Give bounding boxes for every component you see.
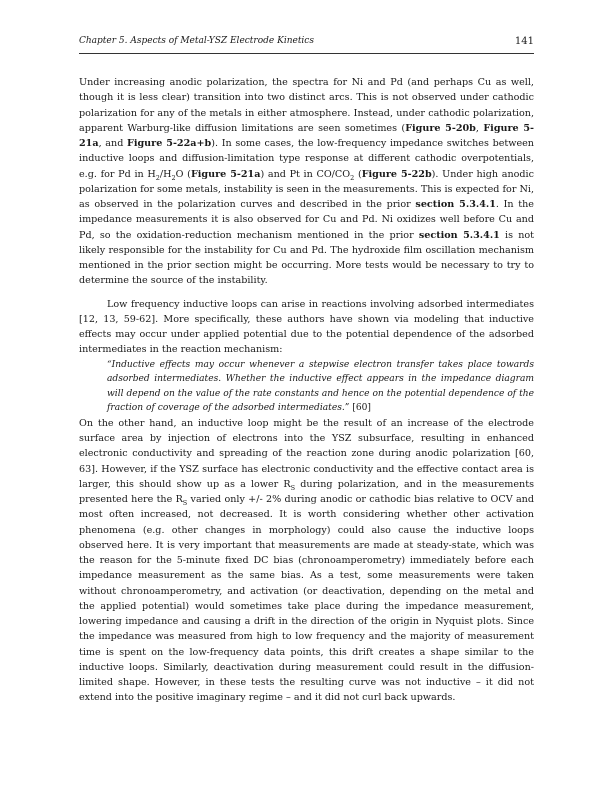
paragraph-3: [79, 416, 534, 706]
text: (: [354, 168, 362, 180]
text: . In the impedance measurements it is also observed for Cu and Pd. Ni oxidizes well before Cu and Pd, so the oxidation-reduction mechanism mentioned in the prior: [79, 199, 534, 241]
subscript: S: [182, 499, 188, 508]
header-divider: [79, 53, 534, 54]
subscript: 2: [350, 173, 355, 182]
paragraph-1: [79, 75, 534, 289]
quote-text: “Inductive effects may occur whenever a stepwise electron transfer takes place towards adsorbed intermediates. Whether the inductive effect appears in the impedance diagram will depend on the value of the rate constants and hence on the potential dependence of the fraction of coverage of the adsorbed intermediates.: [107, 359, 534, 414]
subscript: 2: [155, 173, 160, 182]
text: is not likely responsible for the instability for Cu and Pd. The hydroxide film oscillation mechanism mentioned in the prior section might be occurring. More tests would be necessary to try to determine the source of the instability.: [79, 229, 535, 287]
section-reference: section 5.3.4.1: [415, 199, 496, 210]
section-reference: section 5.3.4.1: [418, 229, 500, 241]
text: ). Under high anodic polarization for some metals, instability is seen in the measurements. This is expected for Ni, as observed in the polarization curves and described in the prior: [79, 168, 534, 210]
chapter-title: Chapter 5. Aspects of Metal-YSZ Electrode Kinetics: [79, 36, 314, 46]
figure-reference: Figure 5-22b: [361, 168, 432, 180]
body-text: [79, 75, 534, 706]
text: O (: [175, 168, 191, 180]
figure-reference: Figure 5-20b: [405, 122, 476, 134]
text: during polarization, and in the measurements presented here the R: [79, 478, 535, 506]
paragraph-2: Low frequency inductive loops can arise in reactions involving adsorbed intermediates [12, 13, 59-62]. More specifically, these authors have shown via modeling that inductive effects may occur under applied potential due to the potential dependence of the adsorbed intermediates in the reaction mechanism:: [79, 298, 534, 356]
text: /H: [159, 168, 172, 180]
text: Under increasing anodic polarization, the spectra for Ni and Pd (and perhaps Cu as well, though it is less clear) transition into two distinct arcs. This is not observed under cathodic polarization for any of the metals in either atmosphere. Instead, under cathodic polarization, apparent Warburg-like diffusion limitations are seen sometimes (: [79, 77, 534, 134]
text: ,: [475, 122, 484, 134]
text: On the other hand, an inductive loop might be the result of an increase of the electrode surface area by injection of electrons into the YSZ subsurface, resulting in enhanced electronic conductivity and spreading of the reaction zone during anodic polarization [60, 63]. However, if the YSZ surface has electronic conductivity and the effective contact area is larger, this should show up as a lower R: [79, 417, 534, 490]
text: ) and Pt in CO/CO: [260, 168, 351, 180]
quote-citation: ” [60]: [344, 403, 371, 414]
figure-reference: Figure 5-21a: [79, 122, 535, 149]
text: ). In some cases, the low-frequency impedance switches between inductive loops and diffusion-limitation type response at different cathodic overpotentials, e.g. for Pd in H: [79, 138, 534, 180]
text: , and: [98, 138, 128, 149]
page-number: 141: [514, 36, 534, 47]
figure-reference: Figure 5-22a+b: [127, 138, 212, 149]
subscript: 2: [171, 173, 176, 182]
figure-reference: Figure 5-21a: [190, 168, 261, 180]
text: varied only +/- 2% during anodic or cathodic bias relative to OCV and most often increased, not decreased. It is worth considering whether other activation phenomena (e.g. other changes in morphology) could also cause the inductive loops observed here. It is very important that measurements are made at steady-state, which was the reason for the 5-minute fixed DC bias (chronoamperometry) immediately before each impedance measurement as the same bias. As a test, some measurements were taken without chronoamperometry, and activation (or deactivation, depending on the metal and the applied potential) would sometimes take place during the impedance measurement, lowering impedance and causing a drift in the direction of the origin in Nyquist plots. Since the impedance was measured from high to low frequency and the majority of measurement time is spent on the low-frequency data points, this drift creates a shape similar to the inductive loops. Similarly, deactivation during measurement could result in the diffusion-limited shape. However, in these tests the resulting curve was not inductive – it did not extend into the positive imaginary regime – and it did not curl back upwards.: [79, 494, 534, 704]
running-header: [79, 36, 534, 50]
subscript: S: [290, 483, 296, 492]
block-quote: [107, 358, 534, 416]
